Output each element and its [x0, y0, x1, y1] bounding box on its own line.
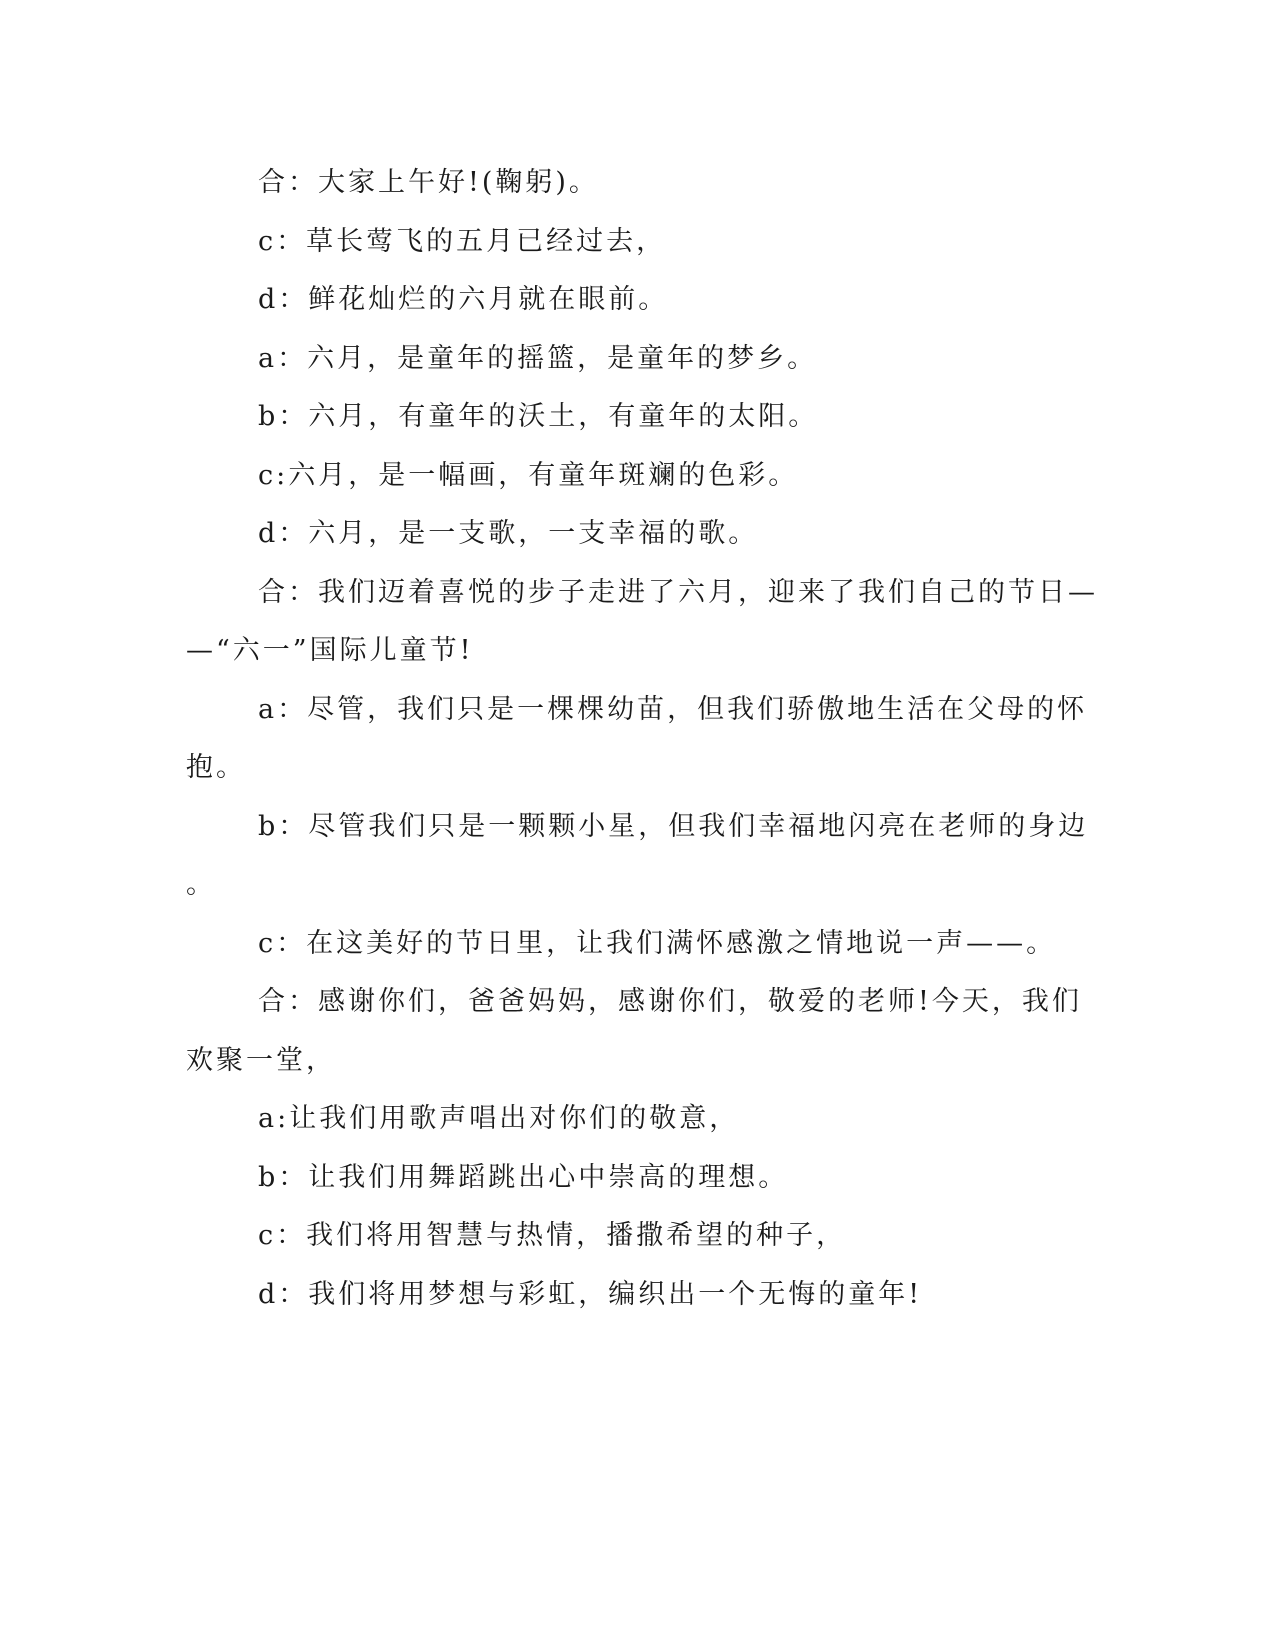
line-a-singing: a:让我们用歌声唱出对你们的敬意，: [258, 1103, 740, 1134]
line-d-song: d：六月，是一支歌，一支幸福的歌。: [258, 518, 759, 549]
line-c-painting: c:六月，是一幅画，有童年斑斓的色彩。: [258, 460, 799, 491]
line-c-seeds: c：我们将用智慧与热情，播撒希望的种子，: [258, 1220, 847, 1251]
line-c-may: c：草长莺飞的五月已经过去，: [258, 226, 667, 257]
line-together-thanks-cont: 欢聚一堂，: [186, 1045, 336, 1076]
line-b-stars: b：尽管我们只是一颗颗小星，但我们幸福地闪亮在老师的身边: [258, 811, 1089, 842]
line-c-gratitude: c：在这美好的节日里，让我们满怀感激之情地说一声——。: [258, 928, 1057, 959]
line-d-childhood: d：我们将用梦想与彩虹，编织出一个无悔的童年!: [258, 1279, 923, 1310]
line-a-cradle: a：六月，是童年的摇篮，是童年的梦乡。: [258, 343, 818, 374]
line-b-dancing: b：让我们用舞蹈跳出心中崇高的理想。: [258, 1162, 789, 1193]
line-a-seedlings-cont: 抱。: [186, 752, 246, 783]
line-together-festival: 合：我们迈着喜悦的步子走进了六月，迎来了我们自己的节日—: [258, 577, 1098, 608]
line-b-stars-cont: 。: [186, 869, 216, 900]
line-a-seedlings: a：尽管，我们只是一棵棵幼苗，但我们骄傲地生活在父母的怀: [258, 694, 1088, 725]
line-together-greeting: 合：大家上午好!(鞠躬)。: [258, 167, 599, 198]
line-together-thanks: 合：感谢你们，爸爸妈妈，感谢你们，敬爱的老师!今天，我们: [258, 986, 1082, 1017]
line-b-soil: b：六月，有童年的沃土，有童年的太阳。: [258, 401, 819, 432]
line-d-june: d：鲜花灿烂的六月就在眼前。: [258, 284, 669, 315]
line-together-festival-cont: —“六一”国际儿童节!: [186, 635, 474, 666]
